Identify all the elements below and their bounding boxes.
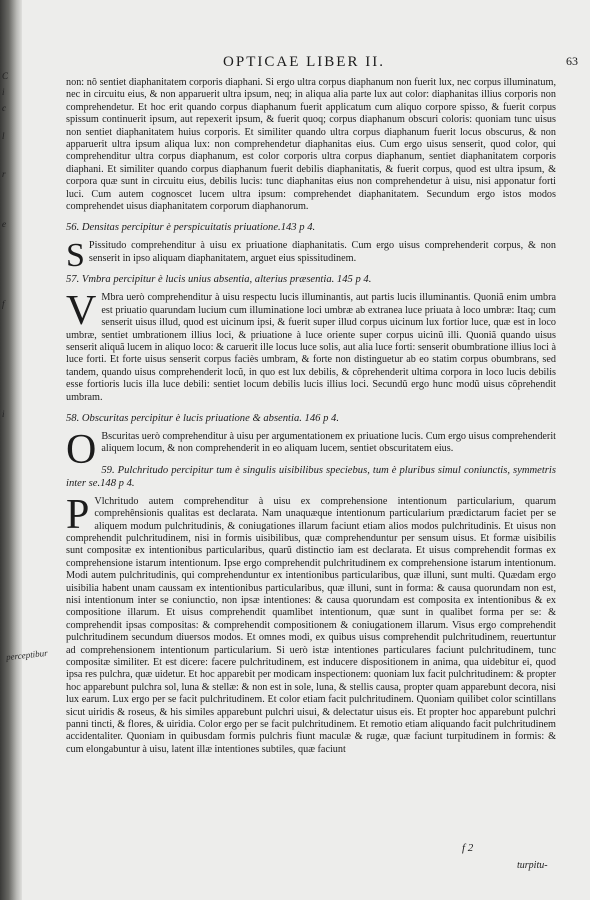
initial-letter: V [66, 288, 97, 335]
paragraph: non: nô sentiet diaphanitatem corporis diaphani. Si ergo ultra corpus diaphanum non fuerit lux, nec corpus illuminatum, nec in circuitu eius, & non apparuerit ultra ipsum, neq; in aliqua alia parte lux aut color: diaphanitas illius corporis non comprehendetur. Et hoc erit quando corpus diaphanum fuerit applicatum cum aliquo corpore spisso, & fuerit corpus spissum continuerit ipsum, aut repexerit ipsum, & fuerit quoq; corpus diaphanum obscuri coloris: quoniam tunc uisus non sentiet diaphanitatem huius corporis. Et similiter quando ultra corpus diaphanum fuerit locus obscurus, & non apparuerit ultra ipsum aliqua lux: non comprehendetur diaphanitas eius. Cum ergo uisus senserit, quod color, qui comprehenditur ultra corpus diaphanum, est color corporis ultra corpus diaphanum, sentiet diaphanitatem corporis diaphani. Et similiter quando corpus diaphanum fuerit debilis diaphanitatis, & fuerit corpus, quod est ultra ipsum, & corpora quæ sunt in circuitu eius, debilis lucis: tunc diaphanitas eius non comprehendetur à uisu, nisi apponatur forti luci. Cum autem cognoscet lucem ultra ipsum: comprehendet diaphanitatem. Secundum ergo istos modos comprehendet uisus diaphanitatem corporum diaphanorum. [66, 77, 556, 213]
edge-glyph: f [2, 299, 5, 309]
signature-mark: f 2 [462, 842, 474, 854]
section-caption: 59. Pulchritudo percipitur tum è singulis uisibilibus speciebus, tum è pluribus simul coniunctis, symmetris inter se.148 p 4. [66, 464, 556, 489]
section-text: Bscuritas uerò comprehenditur à uisu per argumentationem ex priuatione lucis. Cum ergo uisus comprehenderit aliquem locum, & non comprehenderit in eo aliquam lucem, sentiet obscuritatem eius. [101, 430, 556, 455]
margin-fragment: perceptibur [5, 647, 49, 663]
section-paragraph [66, 237, 556, 275]
catchword: turpitu- [517, 860, 548, 871]
initial-letter: P [66, 491, 90, 538]
section-paragraph [66, 491, 556, 757]
section-paragraph [66, 426, 556, 473]
section-text: Mbra uerò comprehenditur à uisu respectu lucis illuminantis, aut partis lucis illuminantis. Quoniã enim umbra est priuatio quarundam lucium cum illuminatione loci umbræ ab extranea luce priuata à loco umbræ: Itaq; cum senserit uisus illud, quod est uicinum ipsi, & fuerit super illud corpus uicinum lux fortior luce, quæ est in loco umbræ, sentiet umbrationem illius loci, & priuatione à luce oriente super corpus uicinũ illi. Quoniã quando uisus senserit aliquã lucem in aliquo loco: & caruerit ille locus luce solis, aut alia luce forti: senserit obumbratione illius loci à luce forti. Et forte uisus senserit corpus faciès umbram, & forte non distinguetur ab eo statim corpus obumbrans, sed tandem, quando uisus comprehenderit locũ, in quo est lux debilis, & cõprehenderit ultima corpora in loco lucis debilis esse fortioris lucis illa luce debili: sentiet locum debilis lucis illius loci. Secundũ ergo hunc modũ uisus cõprehendit umbram. [66, 292, 556, 403]
section-caption: 57. Vmbra percipitur è lucis unius absentia, alterius præsentia. 145 p 4. [66, 274, 372, 286]
initial-letter: S [66, 237, 85, 275]
edge-glyph: i [2, 409, 5, 419]
edge-glyph: r [2, 169, 6, 179]
running-head [30, 54, 578, 72]
edge-glyph: e [2, 219, 6, 229]
body-text [66, 77, 556, 756]
page-number: 63 [566, 54, 578, 68]
section-text: Vlchritudo autem comprehenditur à uisu ex comprehensione intentionum particularium, quarum comprehênsionis qualitas est declarata. Nam unaquæque intentionum particularium prædictarum faciet per se aliquem modum pulchritudinis, & coniugationes illarum faciunt etiam alios modos pulchritudinis. Et uisus non comprehendit pulchritudinem, nisi in formis uisibilibus, quæ comprehenduntur per sensum uisus. Et formæ uisibilis sunt compositæ ex intentionibus particularibus, quarũ distinctio iam est declarata. Et uisus comprehendit formas ex comprehensione istarum intentionum. Ipse ergo comprehendit pulchritudinem ex comprehensione istarum intentionum. Modi autem pulchritudinis, qui comprehenduntur ex intentionibus particularibus, quæ illuni, sunt multi. Quædam ergo uisibilia habent unam caussam ex intentionibus particularibus, quæ illuni, sunt in forma: & causa quorundam non est, nisi intentionum inter se coniunctio, non ipsæ intentiones: & causa quorundam est composita ex intentionibus & ex compositione illarum. Et uisus comprehendit quamlibet intentionum, quæ sunt in qualibet forma per se: & comprehendit ipsas compositas: & comprehendit compositionem & coniugationem illarum. Visus ergo comprehendit pulchritudinem secundum diuersos modos. Et omnes modi, ex quibus uisus comprehendit pulchritudinem, reuertuntur ad comprehensionem intentionum particularium. Si uerò istæ intentiones particulares faciunt pulchritudinem, tunc compositæ similiter. Et est dicere: facere pulchritudinem, est inducere dispositionem in anima, qua uidebitur ei, quod ipsa res pulchra, quæ uidetur. Et hoc apparebit per modicam inspectionem: quoniam lux facit pulchritudinem: & propter hoc apparebunt pulchra sol, luna & stellæ: & non est in sole, luna, & stellis causa, propter quam apparebunt decora, nisi lux earum. Lux ergo per se facit pulchritudinem. Et color etiam facit pulchritudinem. Quoniam quilibet color scintillans sicut uiridis & roseus, & his similes apparebunt pulchri uisui, & delectatur uisus eis. Et propter hoc apparebunt pulchri panni tincti, & flores, & uiridia. Color ergo per se facit pulchritudinem. Et remotio etiam aliquando facit pulchritudinem accidentaliter. Quoniam in quibusdam formis pulchris fiunt maculæ & rugæ, quæ faciunt turpitudinem in formis: & cum elongabuntur à uisu, latent illæ intentiones subtiles, quæ faciunt [66, 495, 556, 755]
edge-glyph: i [2, 87, 5, 97]
edge-glyph: c [2, 103, 6, 113]
section-caption: 58. Obscuritas percipitur è lucis priuatione & absentia. 146 p 4. [66, 412, 339, 424]
section-text: Pissitudo comprehenditur à uisu ex priuatione diaphanitatis. Cum ergo uisus comprehenderit corpus, & non senserit in ipso aliquam diaphanitatem, arguet eius spissitudinem. [88, 240, 556, 264]
edge-glyph: C [2, 71, 9, 81]
edge-glyph: l [2, 131, 5, 141]
initial-letter: O [66, 426, 97, 473]
binding-edge [0, 0, 22, 900]
running-title: OPTICAE LIBER II. [223, 54, 385, 70]
section-paragraph [66, 288, 556, 404]
book-page [30, 0, 582, 900]
section-caption: 56. Densitas percipitur è perspicuitatis priuatione.143 p 4. [66, 222, 316, 234]
